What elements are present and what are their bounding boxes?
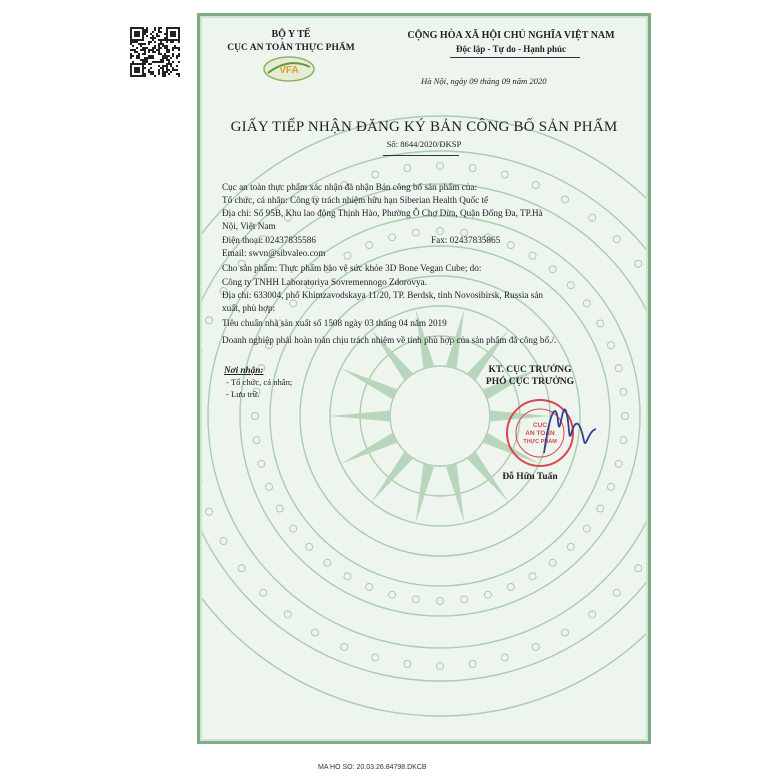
signer-title-1: KT. CỤC TRƯỞNG bbox=[488, 365, 572, 375]
department-name: CỤC AN TOÀN THỰC PHẨM bbox=[227, 43, 355, 53]
certificate bbox=[197, 13, 651, 744]
title-underline bbox=[383, 155, 459, 156]
document-number: Số: 8644/2020/ĐKSP bbox=[386, 139, 462, 149]
motto-underline bbox=[450, 57, 580, 58]
manufacturer-address-1: Địa chỉ: 633004, phố Khimzavodskaya 11/20, TP. Berdsk, tỉnh Novosibirsk, Russia sản bbox=[222, 290, 544, 300]
address-line-2: Nội, Việt Nam bbox=[222, 221, 276, 231]
phone: Điện thoại: 02437835586 bbox=[222, 235, 316, 245]
republic-name: CỘNG HÒA XÃ HỘI CHỦ NGHĨA VIỆT NAM bbox=[407, 30, 615, 41]
standard-line: Tiêu chuẩn nhà sản xuất số 1508 ngày 03 tháng 04 năm 2019 bbox=[222, 318, 447, 328]
date-line: Hà Nội, ngày 09 tháng 09 năm 2020 bbox=[421, 76, 547, 86]
qr-code bbox=[130, 27, 180, 77]
dossier-code: MA HO SO: 20.03.26.84798.DKCB bbox=[318, 764, 427, 771]
intro-text: Cục an toàn thực phẩm xác nhận đã nhận Bản công bố sản phẩm của: bbox=[222, 182, 478, 192]
stamp-line-1: CỤC bbox=[532, 422, 548, 429]
logo-text: VFA bbox=[279, 65, 299, 76]
responsibility-line: Doanh nghiệp phải hoàn toàn chịu trách nhiệm về tính phù hợp của sản phẩm đã công bố./. bbox=[222, 335, 557, 345]
official-stamp bbox=[500, 391, 610, 471]
signer-name: Đỗ Hữu Tuấn bbox=[502, 472, 558, 482]
manufacturer-address-2: xuất, phù hợp: bbox=[222, 303, 276, 313]
signer-title-2: PHÓ CỤC TRƯỞNG bbox=[485, 377, 575, 387]
email: Email: swvn@sibvaleo.com bbox=[222, 248, 326, 258]
recipients-heading: Nơi nhận: bbox=[224, 365, 264, 375]
ministry-name: BỘ Y TẾ bbox=[271, 29, 311, 40]
stamp-line-2: AN TOÀN bbox=[525, 430, 555, 437]
manufacturer: Công ty TNHH Laboratoriya Sovremennogo Zdorovya. bbox=[222, 277, 427, 287]
address-line-1: Địa chỉ: Số 95B, Khu lao động Thịnh Hào, Phường Ô Chợ Dừa, Quận Đống Đa, TP.Hà bbox=[222, 208, 543, 218]
document-title: GIẤY TIẾP NHẬN ĐĂNG KÝ BẢN CÔNG BỐ SẢN PHẨM bbox=[230, 119, 618, 135]
stamp-line-3: THỰC PHẨM bbox=[523, 439, 557, 445]
fax: Fax: 02437835865 bbox=[431, 235, 501, 245]
organization: Tổ chức, cá nhân: Công ty trách nhiệm hữu hạn Siberian Health Quốc tế bbox=[222, 195, 489, 205]
vfa-logo bbox=[262, 55, 316, 88]
product-line: Cho sản phẩm: Thực phẩm bảo vệ sức khỏe 3D Bone Vegan Cube; do: bbox=[222, 263, 482, 273]
recipient-item: - Tổ chức, cá nhân; bbox=[226, 377, 293, 387]
motto: Độc lập - Tự do - Hạnh phúc bbox=[455, 44, 566, 54]
recipient-item: - Lưu trữ. bbox=[226, 389, 260, 399]
